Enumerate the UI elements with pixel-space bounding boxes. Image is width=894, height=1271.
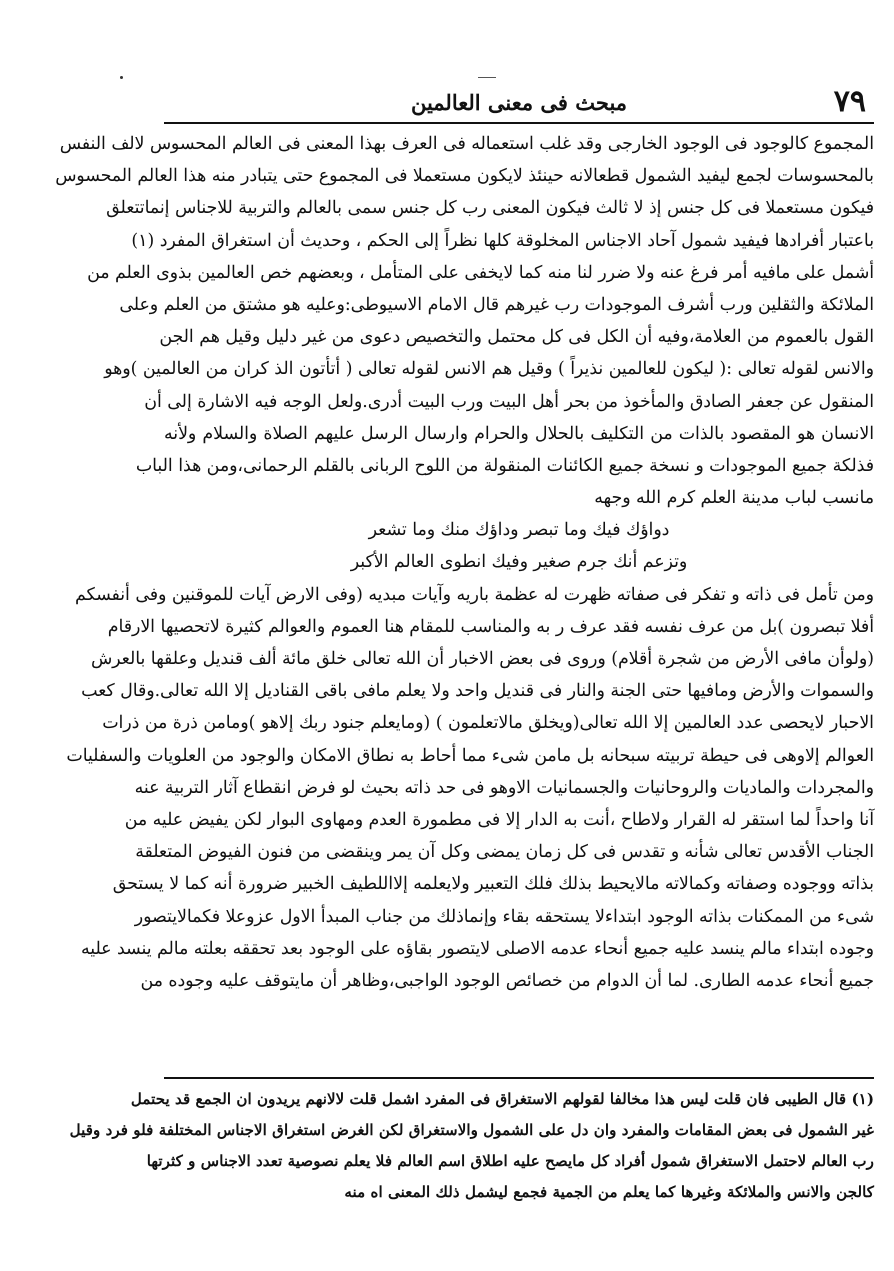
header-rule <box>164 122 874 124</box>
text-line: فيكون مستعملا فى كل جنس إذ لا ثالث فيكون المعنى رب كل جنس سمى بالعالم والتربية للاجناس إنماتتعلق <box>106 198 874 219</box>
footnote-line: كالجن والانس والملائكة وغيرها كما يعلم من الجمية فجمع ليشمل ذلك المعنى اه منه <box>344 1183 874 1201</box>
verse-line: وتزعم أنك جرم صغير وفيك انطوى العالم الأكبر <box>350 552 688 573</box>
running-title: مبحث فى معنى العالمين <box>410 90 628 115</box>
text-line: الاحبار لايحصى عدد العالمين إلا الله تعالى(ويخلق مالاتعلمون ) (ومايعلم جنود ربك إلاهو )ومامن ذرة من ذرات <box>102 713 874 734</box>
text-line: والمجردات والماديات والروحانيات والجسمانيات الاوهو فى حد ذاته بحيث لو فرض انقطاع آثار التربية عنه <box>134 777 874 798</box>
verse-line: دواؤك فيك وما تبصر وداؤك منك وما تشعر <box>368 520 670 541</box>
text-line: شىء من الممكنات بذاته الوجود ابتداءلا يستحقه بقاء وإنماذلك من جناب المبدأ الاول عزوعلا فكمالايتصور <box>134 906 874 927</box>
footnote-line: (١) قال الطيبى فان قلت ليس هذا مخالفا لقولهم الاستغراق فى المفرد اشمل قلت لالانهم يريدون ان الجمع قد يحتمل <box>130 1090 874 1108</box>
text-line: آنا واحداً لما استقر له القرار ولاطاح ،أنت به الدار إلا فى مطمورة العدم ومهاوى البوار لكن يفيض عليه من <box>124 809 874 830</box>
text-line: والسموات والأرض ومافيها حتى الجنة والنار فى قنديل واحد ولا يعلم مافى باقى القناديل إلا الله تعالى.وقال كعب <box>81 681 874 702</box>
text-line: بالمحسوسات لجمع ليفيد الشمول قطعالانه حينئذ لايكون مستعملا فى المجموع حتى يتبادر منه هذا العالم المحسوس <box>55 166 874 187</box>
footnote-line: رب العالم لاحتمل الاستغراق شمول أفراد كل مايصح عليه اطلاق اسم العالم فلا يعلم نصوصية تعدد الاجناس و كثرتها <box>146 1152 874 1170</box>
text-line: الملائكة والثقلين ورب أشرف الموجودات رب غيرهم قال الامام الاسيوطى:وعليه هو مشتق من العلم وعلى <box>119 294 874 315</box>
text-line: باعتبار أفرادها فيفيد شمول آحاد الاجناس المخلوقة كلها نظراً إلى الحكم ، وحديث أن استغراق المفرد (١) <box>131 230 874 251</box>
text-line: الانسان هو المقصود بالذات من التكليف بالحلال والحرام وارسال الرسل عليهم الصلاة والسلام ولأنه <box>164 423 874 444</box>
text-line: القول بالعموم من العلامة،وفيه أن الكل فى كل محتمل والتخصيص دعوى من غير دليل وقيل هم الجن <box>159 327 874 348</box>
text-line: فذلكة جميع الموجودات و نسخة جميع الكائنات المنقولة من اللوح الربانى بالقلم الرحمانى،ومن هذا الباب <box>135 455 874 476</box>
text-line: الجناب الأقدس تعالى شأنه و تقدس فى كل زمان يمضى وكل آن يمر وينقضى من فنون الفيوض المتعلقة <box>135 842 874 863</box>
text-line: المنقول عن جعفر الصادق والمأخوذ من بحر أهل البيت ورب البيت أدرى.ولعل الوجه فيه الاشارة إلى أن <box>144 391 874 412</box>
text-line: أشمل على مافيه أمر فرغ عنه ولا ضرر لنا منه كما لايخفى على المتأمل ، وبعضهم خص العالمين بذوى العلم من <box>87 262 874 283</box>
top-mark <box>478 77 496 78</box>
text-line: أفلا تبصرون )بل من عرف نفسه فقد عرف ر به والمناسب للمقام هنا العموم والعوالم كثيرة لاتحصيها الارقام <box>107 616 874 637</box>
text-line: وجوده ابتداء مالم ينسد عليه جميع أنحاء عدمه الاصلى لايتصور بقاؤه على الوجود بعد تحققه بعلته مالم ينسد عليه <box>80 938 874 959</box>
text-line: بذاته ووجوده وصفاته وكمالاته مالايحيط بذلك فلك التعبير ولايعلمه إلااللطيف الخبير ضرورة أنه كما لا يستحق <box>112 874 874 895</box>
text-line: جميع أنحاء عدمه الطارى. لما أن الدوام من خصائص الوجود الواجبى،وظاهر أن مايتوقف عليه وجوده من <box>140 970 874 991</box>
text-line: المجموع كالوجود فى الوجود الخارجى وقد غلب استعماله فى العرف بهذا المعنى فى العالم المحسوس لالف النفس <box>59 134 874 154</box>
footnote-rule <box>164 1077 874 1079</box>
footnote-line: غير الشمول فى بعض المقامات والمفرد وان دل على الشمول والاستغراق لكن الغرض استغراق الاجناس المختلفة فلو فرد وقيل <box>69 1121 874 1139</box>
text-line: والانس لقوله تعالى :( ليكون للعالمين نذيراً ) وقيل هم الانس لقوله تعالى ( أتأتون الذ كران من العالمين )وهو <box>104 359 874 380</box>
main-text <box>55 128 874 997</box>
text-line: ومن تأمل فى ذاته و تفكر فى صفاته ظهرت له عظمة باريه وآيات مبديه (وفى الارض آيات للموقنين وفى أنفسكم <box>75 584 874 605</box>
page-header <box>164 82 874 124</box>
page-number: ٧٩ <box>833 84 866 119</box>
text-line: مانسب لباب مدينة العلم كرم الله وجهه <box>594 488 874 509</box>
text-line: (ولوأن مافى الأرض من شجرة أقلام) وروى فى بعض الاخبار أن الله تعالى خلق مائة ألف قنديل وعلقها بالعرش <box>91 649 874 669</box>
footnote <box>69 1084 874 1208</box>
text-line: العوالم إلاوهى فى حيطة تربيته سبحانه بل مامن شىء مما أحاط به نطاق الامكان والوجود من العلويات والسفليات <box>66 745 874 766</box>
poem-verses <box>164 514 874 578</box>
margin-dot <box>120 76 123 79</box>
